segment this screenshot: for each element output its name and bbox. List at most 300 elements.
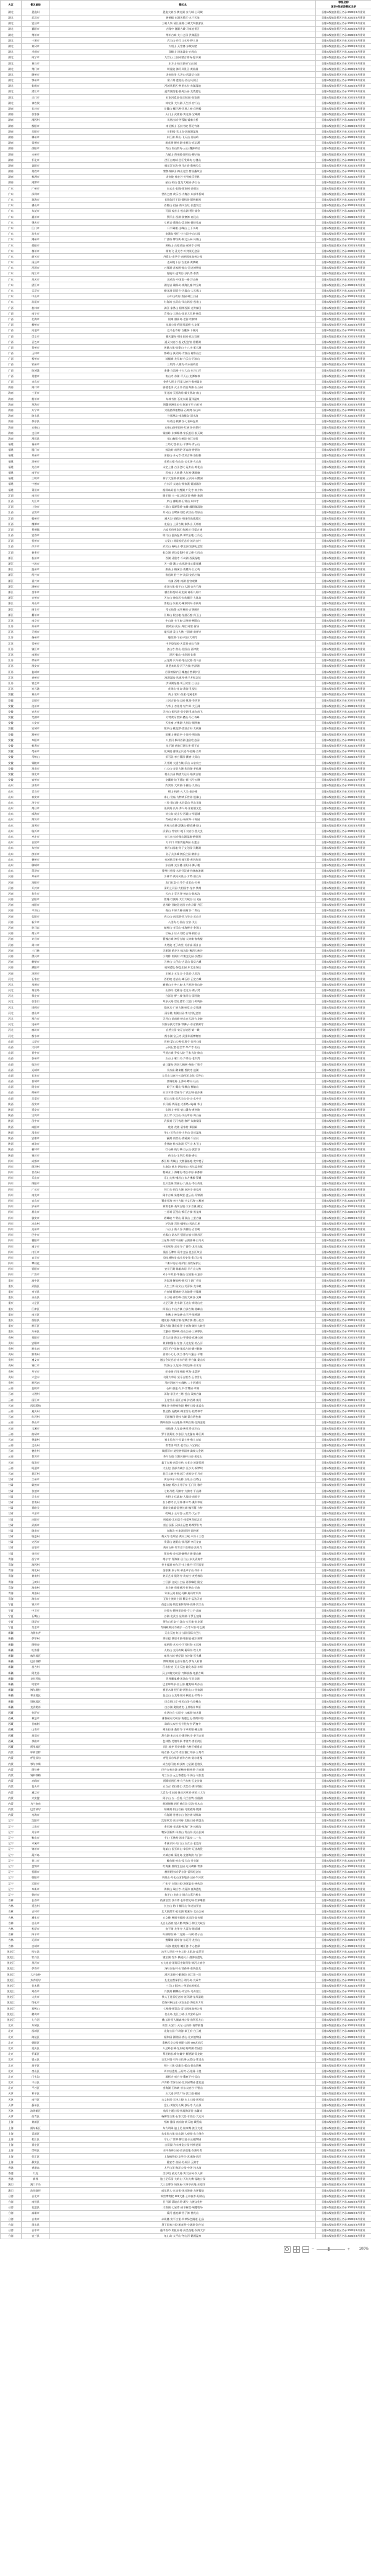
header-category[interactable]: 景区星级 [22, 1, 50, 9]
cell-region[interactable]: 四川 [1, 1187, 22, 1192]
cell-region[interactable]: 天津 [1, 2097, 22, 2102]
cell-cat[interactable]: 奉节县 [22, 1289, 50, 1295]
cell-name[interactable]: 乐山大佛·峨眉山·东方佛都·罗城 [50, 1175, 316, 1181]
cell-name[interactable]: 天河山·前南峪·崆山白云洞·九龙峡 [50, 1016, 316, 1021]
cell-cat[interactable]: 西安市 [22, 1101, 50, 1107]
cell-name[interactable]: 洪泽湖湿地·项王故里·三台山 [50, 680, 316, 686]
cell-region[interactable]: 宁夏 [1, 1624, 22, 1630]
cell-name[interactable]: 西湖·灵隐寺·千岛湖·西溪湿地 [50, 555, 316, 561]
cell-name[interactable]: 三河古镇·包公园·巢湖·李鸿章 [50, 698, 316, 703]
cell-date[interactable]: 国家A级旅游景区名录 2023年9月建设 [316, 527, 371, 532]
cell-cat[interactable]: 定西市 [22, 1539, 50, 1545]
cell-region[interactable]: 安徽 [1, 771, 22, 777]
cell-name[interactable]: 荔波小七孔·茂兰·都匀斗篷山·平塘 [50, 1351, 316, 1357]
cell-date[interactable]: 国家A级旅游景区名录 2023年9月建设 [316, 669, 371, 675]
cell-name[interactable]: 奥林匹克公园·朝阳公园·798艺术区 [50, 2040, 316, 2045]
cell-date[interactable]: 国家A级旅游景区名录 2023年9月建设 [316, 1181, 371, 1187]
cell-cat[interactable]: 丽水市 [22, 607, 50, 612]
cell-date[interactable]: 国家A级旅游景区名录 2023年9月建设 [316, 362, 371, 368]
header-scenic-name[interactable]: 景区名 [50, 1, 316, 9]
cell-date[interactable]: 国家A级旅游景区名录 2023年9月建设 [316, 447, 371, 453]
cell-name[interactable]: 龙子湖·花鼓灯嘉年华·禹王宫 [50, 743, 316, 748]
cell-cat[interactable]: 日照市 [22, 839, 50, 845]
cell-region[interactable]: 湖北 [1, 32, 22, 38]
cell-name[interactable]: 蓬莱阁·长岛·养马岛·张裕酒文化 [50, 805, 316, 811]
cell-cat[interactable]: 鄂尔多斯 [22, 1761, 50, 1767]
cell-date[interactable]: 国家A级旅游景区名录 2023年9月建设 [316, 1118, 371, 1124]
cell-name[interactable]: 琅琊山·醉翁亭·小岗村·明皇陵 [50, 732, 316, 737]
cell-cat[interactable]: 武威市 [22, 1522, 50, 1528]
cell-date[interactable]: 国家A级旅游景区名录 2023年9月建设 [316, 1806, 371, 1812]
cell-date[interactable]: 国家A级旅游景区名录 2023年9月建设 [316, 259, 371, 265]
cell-region[interactable]: 湖北 [1, 49, 22, 54]
cell-cat[interactable]: 衡阳市 [22, 123, 50, 129]
cell-name[interactable]: 象牙山·龙首山·调兵山蒸汽机车 [50, 1892, 316, 1897]
cell-region[interactable]: 黑龙江 [1, 2000, 22, 2006]
cell-name[interactable]: 北大湖滑雪·松花湖·雾凇岛·北山公园 [50, 1909, 316, 1915]
cell-cat[interactable]: 保亭县 [22, 418, 50, 424]
cell-region[interactable]: 四川 [1, 1198, 22, 1203]
cell-cat[interactable]: 肇庆市 [22, 220, 50, 225]
cell-name[interactable]: 罗平油菜花·多依河·九龙瀑布·珠江源 [50, 1431, 316, 1437]
cell-name[interactable]: 紫鹊界梯田·梅山龙宫·曾国藩故居 [50, 168, 316, 174]
cell-name[interactable]: 三江源·文成公主庙·嘉那嘛呢·隆宝 [50, 1579, 316, 1585]
cell-cat[interactable]: 吐鲁番 [22, 1647, 50, 1653]
cell-cat[interactable]: 青浦区 [22, 2131, 50, 2136]
cell-name[interactable]: 广佑寺·白塔公园·汤河温泉·核伙沟 [50, 1881, 316, 1886]
cell-region[interactable]: 黑龙江 [1, 1954, 22, 1960]
cell-date[interactable]: 国家A级旅游景区名录 2023年9月建设 [316, 1596, 371, 1602]
cell-date[interactable]: 国家A级旅游景区名录 2023年9月建设 [316, 1624, 371, 1630]
cell-name[interactable]: 年保玉则·阿尼玛卿·班玛红军沟 [50, 1590, 316, 1596]
cell-cat[interactable]: 齐齐哈尔 [22, 1977, 50, 1983]
cell-name[interactable]: 雍布拉康·桑耶寺·羊卓雍错·藏王墓 [50, 1727, 316, 1733]
cell-region[interactable]: 广东 [1, 236, 22, 242]
cell-region[interactable]: 北京 [1, 2023, 22, 2028]
cell-name[interactable]: 元阳梯田·建水古城·蒙自碧色寨 [50, 1414, 316, 1420]
cell-name[interactable]: 岳阳楼·君山岛·洞庭湖湿地 [50, 129, 316, 134]
cell-date[interactable]: 国家A级旅游景区名录 2023年9月建设 [316, 1272, 371, 1278]
cell-region[interactable]: 山东 [1, 868, 22, 874]
cell-date[interactable]: 国家A级旅游景区名录 2023年9月建设 [316, 61, 371, 66]
cell-date[interactable]: 国家A级旅游景区名录 2023年9月建设 [316, 413, 371, 418]
cell-cat[interactable]: 银川市 [22, 1602, 50, 1607]
cell-region[interactable]: 甘肃 [1, 1494, 22, 1499]
cell-region[interactable]: 辽宁 [1, 1881, 22, 1886]
cell-name[interactable]: 方特欢乐世界·赭山·马仁奇峰 [50, 714, 316, 720]
cell-region[interactable]: 山东 [1, 783, 22, 788]
cell-date[interactable]: 国家A级旅游景区名录 2023年9月建设 [316, 584, 371, 589]
cell-cat[interactable]: 龙岩市 [22, 464, 50, 470]
cell-cat[interactable]: 威海市 [22, 811, 50, 817]
cell-cat[interactable]: 吕梁市 [22, 1096, 50, 1101]
cell-name[interactable]: 昭君墓·大召寺·希拉穆仁草原·五塔寺 [50, 1750, 316, 1755]
cell-cat[interactable]: 安顺市 [22, 1340, 50, 1346]
cell-name[interactable]: 通天岩·郁孤台·瑞金红色旅游区 [50, 516, 316, 521]
cell-cat[interactable]: 黔东南 [22, 1346, 50, 1351]
cell-date[interactable]: 国家A级旅游景区名录 2023年9月建设 [316, 1528, 371, 1533]
cell-name[interactable]: 八公山·寿县古城·焦岗湖·茅仙洞 [50, 766, 316, 771]
cell-date[interactable]: 国家A级旅游景区名录 2023年9月建设 [316, 1897, 371, 1903]
cell-region[interactable]: 安徽 [1, 737, 22, 743]
cell-cat[interactable]: 澄迈县 [22, 436, 50, 441]
cell-region[interactable]: 四川 [1, 1169, 22, 1175]
cell-date[interactable]: 国家A级旅游景区名录 2023年9月建设 [316, 322, 371, 327]
cell-name[interactable]: 周村古商城·潭溪山·聊斋城·原山 [50, 823, 316, 828]
cell-region[interactable]: 云南 [1, 1408, 22, 1414]
cell-region[interactable]: 海南 [1, 418, 22, 424]
cell-cat[interactable]: 万宁市 [22, 407, 50, 413]
cell-cat[interactable]: 贵阳市 [22, 1335, 50, 1340]
cell-region[interactable]: 湖南 [1, 157, 22, 163]
cell-cat[interactable]: 张家界 [22, 111, 50, 117]
cell-date[interactable]: 国家A级旅游景区名录 2023年9月建设 [316, 1568, 371, 1573]
cell-date[interactable]: 国家A级旅游景区名录 2023年9月建设 [316, 1454, 371, 1460]
cell-cat[interactable]: 那曲市 [22, 1738, 50, 1744]
cell-date[interactable]: 国家A级旅游景区名录 2023年9月建设 [316, 402, 371, 407]
cell-date[interactable]: 国家A级旅游景区名录 2023年9月建设 [316, 2176, 371, 2182]
cell-cat[interactable]: 迪庆州 [22, 1408, 50, 1414]
cell-name[interactable]: 开平碉楼·圭峰山·上下川岛 [50, 225, 316, 231]
cell-name[interactable]: 天堂寨·万佛湖·大别山·铜锣寨 [50, 720, 316, 726]
cell-date[interactable]: 国家A级旅游景区名录 2023年9月建设 [316, 1932, 371, 1937]
magnifier-icon[interactable] [284, 2246, 291, 2253]
cell-region[interactable]: 河南 [1, 908, 22, 914]
cell-cat[interactable]: 宜昌市 [22, 20, 50, 26]
cell-name[interactable]: 银滩·涠洲岛·老街·红树林 [50, 316, 316, 322]
cell-cat[interactable]: 淮南市 [22, 766, 50, 771]
cell-name[interactable]: 三苏祠·瓦屋山·柳江古镇·黑龙滩 [50, 1209, 316, 1215]
cell-date[interactable]: 国家A级旅游景区名录 2023年9月建设 [316, 1511, 371, 1516]
cell-name[interactable]: 金银滩·原子城·祁连卓尔山·岗什卡 [50, 1568, 316, 1573]
cell-region[interactable]: 西藏 [1, 1715, 22, 1721]
cell-name[interactable]: 崂山·栈桥·八大关·金沙滩 [50, 789, 316, 794]
cell-name[interactable]: 广济桥·牌坊街·韩文公祠·凤凰山 [50, 236, 316, 242]
cell-region[interactable]: 江西 [1, 521, 22, 527]
cell-region[interactable]: 河北 [1, 1033, 22, 1039]
cell-name[interactable]: 采石矶·李白墓园·濮塘·大青山 [50, 754, 316, 760]
cell-date[interactable]: 国家A级旅游景区名录 2023年9月建设 [316, 618, 371, 623]
cell-name[interactable]: 乾陵·茂陵·袁家村·郑国渠 [50, 1124, 316, 1130]
cell-region[interactable]: 山东 [1, 805, 22, 811]
cell-cat[interactable]: 淮北市 [22, 771, 50, 777]
cell-region[interactable]: 上海 [1, 2142, 22, 2148]
cell-region[interactable]: 广东 [1, 293, 22, 299]
cell-date[interactable]: 国家A级旅游景区名录 2023年9月建设 [316, 1977, 371, 1983]
cell-region[interactable]: 山东 [1, 857, 22, 862]
cell-name[interactable]: 可园·观音山·松山湖·鸦片战争 [50, 208, 316, 214]
cell-cat[interactable]: 遂宁市 [22, 1244, 50, 1249]
cell-date[interactable]: 国家A级旅游景区名录 2023年9月建设 [316, 925, 371, 930]
cell-region[interactable]: 内蒙 [1, 1790, 22, 1795]
cell-name[interactable]: 娲皇宫·广府古城·响堂山·京娘湖 [50, 1005, 316, 1010]
cell-region[interactable]: 上海 [1, 2159, 22, 2165]
cell-region[interactable]: 福建 [1, 464, 22, 470]
cell-name[interactable]: 马岭河峡谷·万峰林·二十四道拐 [50, 1380, 316, 1386]
cell-region[interactable]: 青海 [1, 1562, 22, 1568]
cell-region[interactable]: 新疆 [1, 1681, 22, 1687]
cell-cat[interactable]: 济源市 [22, 971, 50, 976]
cell-region[interactable]: 安徽 [1, 748, 22, 754]
cell-cat[interactable]: 梧州市 [22, 356, 50, 362]
cell-date[interactable]: 国家A级旅游景区名录 2023年9月建设 [316, 2131, 371, 2136]
cell-date[interactable]: 国家A级旅游景区名录 2023年9月建设 [316, 2079, 371, 2085]
cell-date[interactable]: 国家A级旅游景区名录 2023年9月建设 [316, 1112, 371, 1118]
cell-cat[interactable]: 渭南市 [22, 1130, 50, 1135]
cell-date[interactable]: 国家A级旅游景区名录 2023年9月建设 [316, 1790, 371, 1795]
cell-date[interactable]: 国家A级旅游景区名录 2023年9月建设 [316, 1494, 371, 1499]
cell-region[interactable]: 广东 [1, 265, 22, 271]
cell-name[interactable]: 巴里坤草原·回王府·魔鬼城·鸣沙山 [50, 1681, 316, 1687]
cell-region[interactable]: 广东 [1, 288, 22, 293]
cell-name[interactable]: 九华山·杏花村·牯牛降·大王洞 [50, 703, 316, 709]
cell-region[interactable]: 甘肃 [1, 1522, 22, 1528]
cell-region[interactable]: 湖北 [1, 83, 22, 89]
cell-name[interactable]: 珠峰大本营·扎什伦布寺·萨迦寺 [50, 1721, 316, 1727]
cell-date[interactable]: 国家A级旅游景区名录 2023年9月建设 [316, 1300, 371, 1306]
cell-date[interactable]: 国家A级旅游景区名录 2023年9月建设 [316, 1335, 371, 1340]
cell-region[interactable]: 内蒙 [1, 1755, 22, 1761]
cell-date[interactable]: 国家A级旅游景区名录 2023年9月建设 [316, 345, 371, 350]
cell-region[interactable]: 四川 [1, 1192, 22, 1198]
cell-date[interactable]: 国家A级旅游景区名录 2023年9月建设 [316, 277, 371, 282]
cell-region[interactable]: 北京 [1, 2057, 22, 2062]
cell-cat[interactable]: 海口市 [22, 384, 50, 390]
cell-date[interactable]: 国家A级旅游景区名录 2023年9月建设 [316, 646, 371, 652]
cell-region[interactable]: 陕西 [1, 1147, 22, 1152]
cell-date[interactable]: 国家A级旅游景区名录 2023年9月建设 [316, 111, 371, 117]
cell-region[interactable]: 江苏 [1, 652, 22, 657]
cell-region[interactable]: 广西 [1, 339, 22, 345]
cell-region[interactable]: 安徽 [1, 709, 22, 714]
cell-cat[interactable]: 凉山州 [22, 1221, 50, 1226]
cell-date[interactable]: 国家A级旅游景区名录 2023年9月建设 [316, 368, 371, 373]
cell-date[interactable]: 国家A级旅游景区名录 2023年9月建设 [316, 1437, 371, 1442]
cell-region[interactable]: 福建 [1, 470, 22, 475]
cell-region[interactable]: 宁夏 [1, 1608, 22, 1613]
cell-name[interactable]: 皇藏峪·垓下遗址·新汴河·五柳 [50, 777, 316, 783]
cell-name[interactable]: 放鸡岛·中国第一滩·浮山岭 [50, 277, 316, 282]
cell-cat[interactable]: 临汾市 [22, 1062, 50, 1067]
cell-name[interactable]: 黄荆老林·尧坝古镇·太平古镇·佛宝 [50, 1203, 316, 1209]
cell-name[interactable]: 鼋头渚·灵山大佛·三国城·南禅寺 [50, 629, 316, 635]
cell-date[interactable]: 国家A级旅游景区名录 2023年9月建设 [316, 350, 371, 356]
cell-date[interactable]: 国家A级旅游景区名录 2023年9月建设 [316, 550, 371, 555]
cell-region[interactable]: 云南 [1, 1426, 22, 1431]
cell-date[interactable]: 国家A级旅游景区名录 2023年9月建设 [316, 418, 371, 424]
cell-date[interactable]: 国家A级旅游景区名录 2023年9月建设 [316, 1278, 371, 1283]
cell-region[interactable]: 广东 [1, 220, 22, 225]
cell-cat[interactable]: 密云区 [22, 2057, 50, 2062]
cell-region[interactable]: 浙江 [1, 578, 22, 584]
cell-name[interactable]: 日月潭·清境农场·溪头·九族文化村 [50, 2199, 316, 2205]
cell-name[interactable]: 明月山·温汤温泉·禅宗圣地·三爪仑 [50, 532, 316, 538]
cell-region[interactable]: 甘肃 [1, 1517, 22, 1522]
cell-cat[interactable]: 辽源市 [22, 1937, 50, 1943]
cell-name[interactable]: 纳林湖·阴山岩画·乌梁素海·镜湖 [50, 1806, 316, 1812]
cell-date[interactable]: 国家A级旅游景区名录 2023年9月建设 [316, 191, 371, 197]
cell-cat[interactable]: 玉溪市 [22, 1426, 50, 1431]
cell-cat[interactable]: 南阳市 [22, 902, 50, 908]
cell-date[interactable]: 国家A级旅游景区名录 2023年9月建设 [316, 129, 371, 134]
cell-cat[interactable]: 黄冈市 [22, 43, 50, 49]
cell-region[interactable]: 湖北 [1, 9, 22, 15]
cell-date[interactable]: 国家A级旅游景区名录 2023年9月建设 [316, 1283, 371, 1289]
cell-cat[interactable]: 昭通市 [22, 1465, 50, 1471]
cell-date[interactable]: 国家A级旅游景区名录 2023年9月建设 [316, 657, 371, 663]
cell-cat[interactable]: 太原市 [22, 1039, 50, 1044]
cell-date[interactable]: 国家A级旅游景区名录 2023年9月建设 [316, 516, 371, 521]
cell-date[interactable]: 国家A级旅游景区名录 2023年9月建设 [316, 282, 371, 288]
cell-region[interactable]: 河北 [1, 1010, 22, 1016]
cell-region[interactable]: 吉林 [1, 1909, 22, 1915]
cell-region[interactable]: 四川 [1, 1260, 22, 1266]
cell-region[interactable]: 辽宁 [1, 1875, 22, 1880]
cell-date[interactable]: 国家A级旅游景区名录 2023年9月建设 [316, 1192, 371, 1198]
cell-date[interactable]: 国家A级旅游景区名录 2023年9月建设 [316, 982, 371, 987]
cell-cat[interactable]: 滁州市 [22, 732, 50, 737]
cell-name[interactable]: 大瀑布·潭獐峡·西山公园·三峡移民 [50, 1329, 316, 1334]
cell-date[interactable]: 国家A级旅游景区名录 2023年9月建设 [316, 561, 371, 566]
cell-region[interactable]: 山东 [1, 862, 22, 868]
cell-region[interactable]: 上海 [1, 2131, 22, 2136]
cell-cat[interactable]: 庆阳市 [22, 1517, 50, 1522]
cell-date[interactable]: 国家A级旅游景区名录 2023年9月建设 [316, 2199, 371, 2205]
cell-name[interactable]: 布达拉宫·大昭寺·八廓街·纳木错 [50, 1710, 316, 1715]
cell-region[interactable]: 广东 [1, 259, 22, 265]
cell-cat[interactable]: 茂名市 [22, 277, 50, 282]
cell-cat[interactable]: 保定市 [22, 993, 50, 999]
cell-date[interactable]: 国家A级旅游景区名录 2023年9月建设 [316, 2000, 371, 2006]
cell-name[interactable]: 天一阁·溪口·东钱湖·象山影视城 [50, 561, 316, 566]
cell-date[interactable]: 国家A级旅游景区名录 2023年9月建设 [316, 1846, 371, 1852]
cell-cat[interactable]: 松江区 [22, 2136, 50, 2142]
cell-cat[interactable]: 延庆区 [22, 2045, 50, 2051]
cell-region[interactable]: 安徽 [1, 714, 22, 720]
cell-cat[interactable]: 南投县 [22, 2199, 50, 2205]
cell-date[interactable]: 国家A级旅游景区名录 2023年9月建设 [316, 1198, 371, 1203]
cell-cat[interactable]: 沧州市 [22, 1021, 50, 1027]
cell-cat[interactable]: 七台河 [22, 2017, 50, 2023]
cell-date[interactable]: 国家A级旅游景区名录 2023年9月建设 [316, 709, 371, 714]
cell-date[interactable]: 国家A级旅游景区名录 2023年9月建设 [316, 2205, 371, 2210]
cell-date[interactable]: 国家A级旅游景区名录 2023年9月建设 [316, 1203, 371, 1209]
cell-region[interactable]: 新疆 [1, 1659, 22, 1664]
cell-date[interactable]: 国家A级旅游景区名录 2023年9月建设 [316, 1710, 371, 1715]
cell-date[interactable]: 国家A级旅游景区名录 2023年9月建设 [316, 1221, 371, 1226]
cell-cat[interactable]: 怒江州 [22, 1471, 50, 1477]
cell-name[interactable]: 天山天池·红山公园·国际大巴扎 [50, 1630, 316, 1636]
cell-name[interactable]: 西柏坡·苍岩山·嶂石岩·正定古城 [50, 976, 316, 982]
cell-region[interactable]: 西藏 [1, 1710, 22, 1715]
cell-name[interactable]: 外滩·豫园·南京路·新天地·城隍庙 [50, 2119, 316, 2125]
cell-region[interactable]: 广东 [1, 243, 22, 248]
cell-region[interactable]: 河南 [1, 925, 22, 930]
cell-cat[interactable]: 惠州市 [22, 214, 50, 220]
cell-region[interactable]: 云南 [1, 1460, 22, 1465]
cell-date[interactable]: 国家A级旅游景区名录 2023年9月建设 [316, 1260, 371, 1266]
cell-name[interactable]: 武功山·杨岐山·孽龙洞·安源纪念馆 [50, 544, 316, 550]
cell-cat[interactable]: 阜新市 [22, 1886, 50, 1892]
cell-cat[interactable]: 汉中市 [22, 1118, 50, 1124]
cell-cat[interactable]: 驻马店 [22, 925, 50, 930]
cell-date[interactable]: 国家A级旅游景区名录 2023年9月建设 [316, 1579, 371, 1585]
cell-cat[interactable]: 东营市 [22, 845, 50, 851]
cell-name[interactable]: 漓江·象鼻山·阳朔西街·龙脊梯田 [50, 305, 316, 311]
cell-cat[interactable]: 澳门半岛 [22, 2182, 50, 2188]
cell-date[interactable]: 国家A级旅游景区名录 2023年9月建设 [316, 2125, 371, 2131]
cell-name[interactable]: 丹霞山·南华寺·南岭国家森林公园 [50, 254, 316, 259]
cell-cat[interactable]: 阿里地区 [22, 1744, 50, 1750]
cell-name[interactable]: 趵突泉·大明湖·千佛山·九如山 [50, 783, 316, 788]
cell-cat[interactable]: 鹰潭市 [22, 521, 50, 527]
cell-name[interactable]: 金丝峡·柞水溶洞·天竺山·木王山 [50, 1141, 316, 1147]
cell-cat[interactable]: 阿勒泰 [22, 1642, 50, 1647]
cell-region[interactable]: 辽宁 [1, 1818, 22, 1824]
cell-name[interactable]: 太行山大峡谷·八路军纪念馆·天脊山 [50, 1073, 316, 1078]
cell-date[interactable]: 国家A级旅游景区名录 2023年9月建设 [316, 2063, 371, 2068]
cell-region[interactable]: 重庆 [1, 1295, 22, 1300]
cell-cat[interactable]: 四平市 [22, 1932, 50, 1937]
cell-date[interactable]: 国家A级旅游景区名录 2023年9月建设 [316, 1761, 371, 1767]
cell-region[interactable]: 河南 [1, 885, 22, 891]
cell-cat[interactable]: 毕节市 [22, 1369, 50, 1374]
cell-region[interactable]: 宁夏 [1, 1613, 22, 1619]
cell-cat[interactable]: 宁德市 [22, 481, 50, 487]
cell-region[interactable]: 湖南 [1, 140, 22, 145]
cell-cat[interactable]: 九龙 [22, 2171, 50, 2176]
cell-cat[interactable]: 攀枝花 [22, 1260, 50, 1266]
cell-name[interactable]: 铁人王进喜纪念馆·连环湖·龙凤湿地 [50, 1994, 316, 2000]
cell-date[interactable]: 国家A级旅游景区名录 2023年9月建设 [316, 470, 371, 475]
cell-cat[interactable]: 海北州 [22, 1568, 50, 1573]
cell-date[interactable]: 国家A级旅游景区名录 2023年9月建设 [316, 1909, 371, 1915]
cell-cat[interactable]: 中山市 [22, 293, 50, 299]
cell-date[interactable]: 国家A级旅游景区名录 2023年9月建设 [316, 589, 371, 595]
cell-cat[interactable]: 荆州市 [22, 32, 50, 38]
cell-name[interactable]: 黄河母亲·中山桥·五泉山·白塔山 [50, 1477, 316, 1482]
cell-region[interactable]: 新疆 [1, 1630, 22, 1636]
cell-name[interactable]: 剑门关·昭化古城·皇泽寺·唐家河 [50, 1187, 316, 1192]
cell-name[interactable]: 小商桥·南街村·许慎文化园·沙澧河 [50, 953, 316, 959]
cell-region[interactable]: 吉林 [1, 1903, 22, 1909]
cell-region[interactable]: 重庆 [1, 1312, 22, 1317]
cell-name[interactable]: 中华恐龙园·天目湖·南山竹海 [50, 641, 316, 646]
cell-name[interactable]: 金滩·白浪滩·十万大山·东兴口岸 [50, 368, 316, 373]
cell-cat[interactable]: 张掖市 [22, 1488, 50, 1494]
cell-name[interactable]: 九寨沟·黄龙·四姑娘山·若尔盖草原 [50, 1164, 316, 1169]
cell-date[interactable]: 国家A级旅游景区名录 2023年9月建设 [316, 805, 371, 811]
cell-date[interactable]: 国家A级旅游景区名录 2023年9月建设 [316, 862, 371, 868]
cell-cat[interactable]: 怀化市 [22, 157, 50, 163]
cell-date[interactable]: 国家A级旅游景区名录 2023年9月建设 [316, 327, 371, 333]
cell-name[interactable]: 黄山·宏村·西递·屯溪老街 [50, 692, 316, 697]
cell-region[interactable]: 四川 [1, 1226, 22, 1232]
cell-region[interactable]: 山东 [1, 811, 22, 817]
cell-name[interactable]: 万绿湖·苏家围·桂山·恐龙博物馆 [50, 265, 316, 271]
cell-cat[interactable]: 安阳市 [22, 896, 50, 902]
cell-region[interactable]: 山西 [1, 1078, 22, 1084]
cell-region[interactable]: 新疆 [1, 1670, 22, 1676]
cell-cat[interactable]: 呼和浩特 [22, 1750, 50, 1755]
cell-cat[interactable]: 资阳市 [22, 1266, 50, 1272]
cell-name[interactable]: 曹魏古城·神垕古镇·大鸿寨·春秋楼 [50, 936, 316, 942]
cell-date[interactable]: 国家A级旅游景区名录 2023年9月建设 [316, 680, 371, 686]
cell-date[interactable]: 国家A级旅游景区名录 2023年9月建设 [316, 1215, 371, 1221]
cell-region[interactable]: 河北 [1, 982, 22, 987]
cell-region[interactable]: 河北 [1, 987, 22, 993]
cell-name[interactable]: 西江千户苗寨·镇远古城·肇兴侗寨 [50, 1346, 316, 1351]
